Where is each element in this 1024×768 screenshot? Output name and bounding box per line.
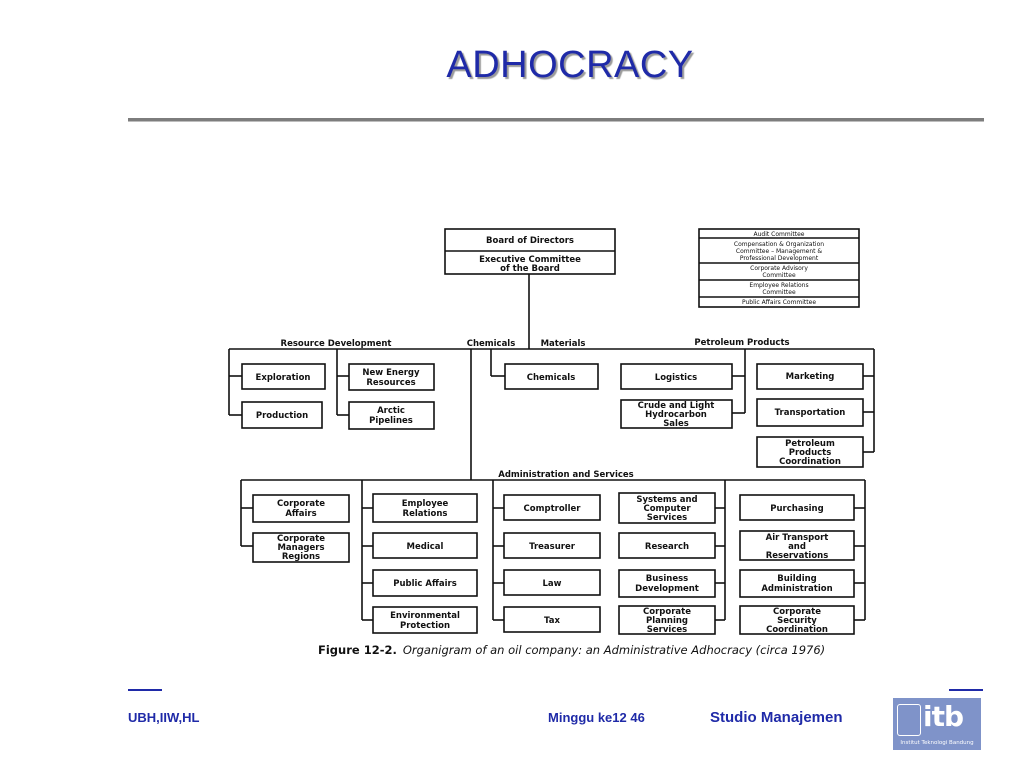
committee-advisory-2: Committee [762, 272, 796, 279]
air-transport-label-3: Reservations [765, 551, 829, 561]
corp-security-label-2: Security [777, 616, 817, 626]
corp-managers-label-2: Managers [277, 543, 325, 553]
corp-planning-label-1: Corporate [643, 607, 691, 617]
header-resource-development: Resource Development [280, 339, 392, 349]
pp-coord-label-3: Coordination [779, 457, 841, 467]
itb-logo-mark: itb [923, 700, 964, 733]
arctic-label-1: Arctic [377, 406, 405, 416]
corp-affairs-label-2: Affairs [285, 509, 317, 519]
figure-caption-text: Organigram of an oil company: an Administrative Adhocracy (circa 1976) [402, 643, 826, 657]
itb-logo [893, 698, 981, 750]
footer-week-page: Minggu ke12 46 [548, 710, 645, 725]
arctic-label-2: Pipelines [369, 416, 413, 426]
exec-label-line1: Executive Committee [479, 255, 581, 265]
comptroller-label: Comptroller [523, 504, 581, 514]
systems-label-1: Systems and [636, 495, 698, 505]
figure-number: Figure 12-2. [318, 643, 397, 657]
env-protection-label-2: Protection [400, 621, 450, 631]
treasurer-label: Treasurer [529, 542, 575, 552]
pp-coord-label-1: Petroleum [785, 439, 835, 449]
committee-employee-2: Committee [762, 289, 796, 296]
transportation-label: Transportation [774, 408, 846, 418]
corp-managers-label-3: Regions [281, 552, 321, 562]
corp-planning-label-3: Services [646, 625, 688, 635]
slide-title: ADHOCRACY [446, 44, 694, 86]
crude-label-1: Crude and Light [637, 401, 715, 411]
business-dev-label-2: Development [635, 584, 699, 594]
corp-managers-label-1: Corporate [277, 534, 325, 544]
committee-comp-2: Committee – Management & [735, 248, 823, 255]
corp-planning-label-2: Planning [645, 616, 689, 626]
research-label: Research [644, 542, 690, 552]
building-admin-label-1: Building [777, 574, 817, 584]
medical-label: Medical [406, 542, 444, 552]
footer-authors: UBH,IIW,HL [128, 710, 200, 725]
public-affairs-label: Public Affairs [393, 579, 457, 589]
committee-advisory-1: Corporate Advisory [750, 265, 808, 272]
logistics-label: Logistics [654, 373, 698, 383]
new-energy-label-1: New Energy [362, 368, 420, 378]
corp-security-label-3: Coordination [766, 625, 828, 635]
footer-course: Studio Manajemen [710, 709, 843, 726]
committee-comp-3: Professional Development [739, 255, 819, 262]
header-materials: Materials [540, 339, 586, 349]
corp-affairs-label-1: Corporate [277, 499, 325, 509]
header-chemicals: Chemicals [466, 339, 516, 349]
committees-box [699, 229, 859, 307]
itb-logo-subtitle: Institut Teknologi Bandung [900, 740, 974, 746]
figure-caption [318, 643, 838, 657]
chemicals-label: Chemicals [526, 373, 576, 383]
emp-relations-label-1: Employee [401, 499, 449, 509]
committee-employee-1: Employee Relations [749, 282, 809, 289]
footer-accent-right [949, 689, 983, 691]
committee-audit: Audit Committee [753, 231, 805, 238]
systems-label-2: Computer [643, 504, 691, 514]
air-transport-label-1: Air Transport [765, 533, 829, 543]
corp-security-label-1: Corporate [773, 607, 821, 617]
board-label: Board of Directors [486, 236, 574, 246]
business-dev-label-1: Business [645, 574, 689, 584]
exploration-label: Exploration [255, 373, 311, 383]
tax-label: Tax [544, 616, 560, 626]
marketing-label: Marketing [785, 372, 835, 382]
emp-relations-label-2: Relations [402, 509, 448, 519]
crude-label-3: Sales [663, 419, 689, 429]
building-admin-label-2: Administration [761, 584, 833, 594]
purchasing-label: Purchasing [770, 504, 824, 514]
law-label: Law [542, 579, 562, 589]
env-protection-label-1: Environmental [390, 611, 460, 621]
committee-comp-1: Compensation & Organization [733, 241, 825, 248]
header-administration: Administration and Services [498, 470, 634, 480]
production-label: Production [255, 411, 309, 421]
systems-label-3: Services [646, 513, 688, 523]
exec-label-line2: of the Board [500, 264, 560, 274]
pp-coord-label-2: Products [788, 448, 832, 458]
crude-label-2: Hydrocarbon [645, 410, 707, 420]
itb-seal-icon [897, 704, 921, 736]
board-of-directors-box [445, 229, 615, 274]
header-petroleum-products: Petroleum Products [694, 338, 790, 348]
air-transport-label-2: and [788, 542, 806, 552]
footer-accent-left [128, 689, 162, 691]
committee-public-affairs: Public Affairs Committee [741, 299, 817, 306]
new-energy-label-2: Resources [366, 378, 416, 388]
